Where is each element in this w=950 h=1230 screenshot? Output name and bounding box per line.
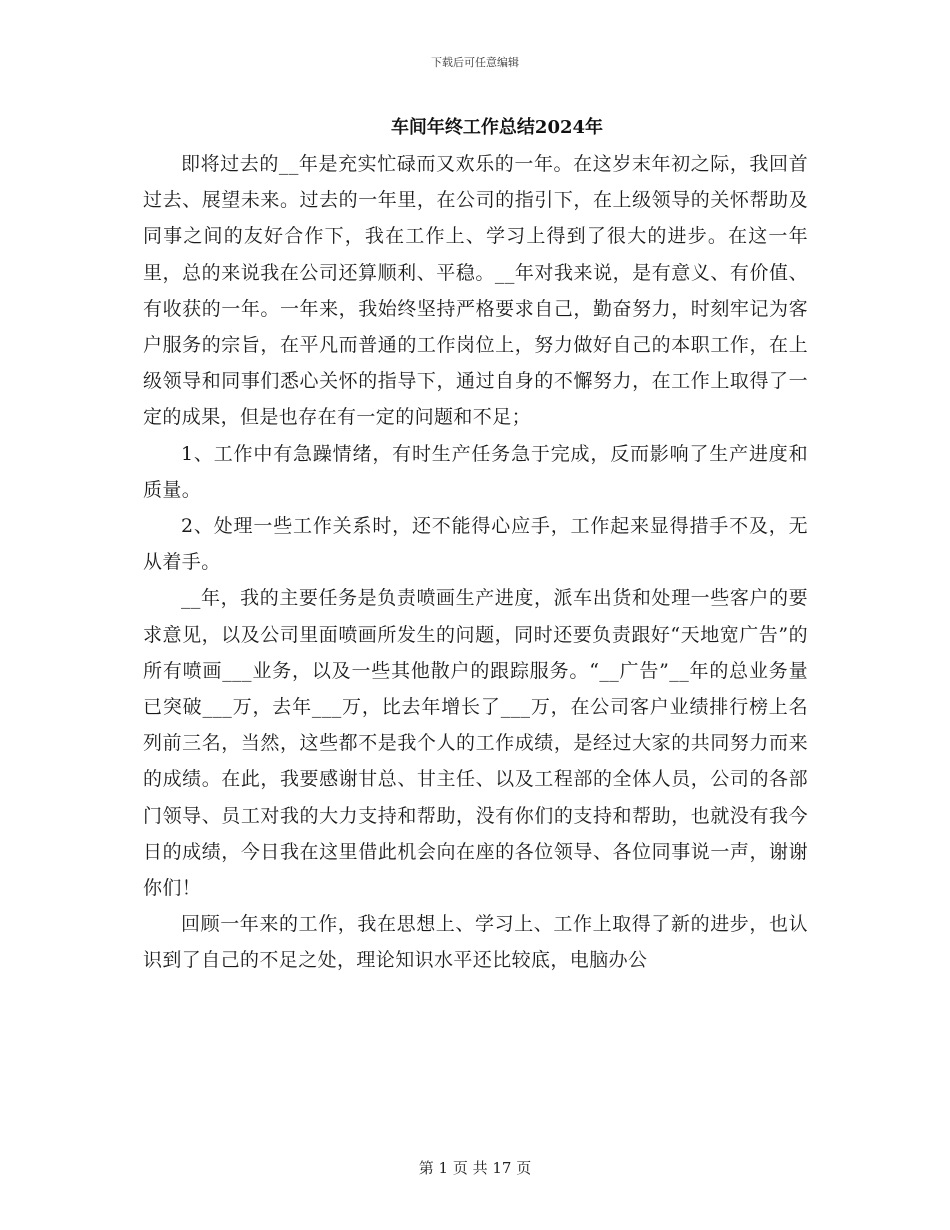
paragraph-intro: 即将过去的__年是充实忙碌而又欢乐的一年。在这岁末年初之际，我回首过去、展望未来。过去的一年里，在公司的指引下，在上级领导的关怀帮助及同事之间的友好合作下，我在工作上、学习上得到了很大的进步。在这一年里，总的来说我在公司还算顺利、平稳。__年对我来说，是有意义、有价值、有收获的一年。一年来，我始终坚持严格要求自己，勤奋努力，时刻牢记为客户服务的宗旨，在平凡而普通的工作岗位上，努力做好自己的本职工作，在上级领导和同事们悉心关怀的指导下，通过自身的不懈努力，在工作上取得了一定的成果，但是也存在有一定的问题和不足； [143, 153, 808, 429]
document-body [143, 146, 808, 979]
paragraph-issue-2: 2、处理一些工作关系时，还不能得心应手，工作起来显得措手不及，无从着手。 [143, 515, 808, 574]
paragraph-issue-1: 1、工作中有急躁情绪，有时生产任务急于完成，反而影响了生产进度和质量。 [143, 442, 808, 501]
paragraph-main-tasks: __年，我的主要任务是负责喷画生产进度，派车出货和处理一些客户的要求意见，以及公司里面喷画所发生的问题，同时还要负责跟好“天地宽广告”的所有喷画___业务，以及一些其他散户的跟踪服务。“__广告”__年的总业务量已突破___万，去年___万，比去年增长了___万，在公司客户业绩排行榜上名列前三名，当然，这些都不是我个人的工作成绩，是经过大家的共同努力而来的成绩。在此，我要感谢甘总、甘主任、以及工程部的全体人员，公司的各部门领导、员工对我的大力支持和帮助，没有你们的支持和帮助，也就没有我今日的成绩，今日我在这里借此机会向在座的各位领导、各位同事说一声，谢谢你们！ [143, 587, 808, 900]
paragraph-review: 回顾一年来的工作，我在思想上、学习上、工作上取得了新的进步，也认识到了自己的不足之处，理论知识水平还比较底，电脑办公 [143, 913, 808, 972]
page-header-note: 下载后可任意编辑 [431, 56, 519, 69]
document-title: 车间年终工作总结2024年 [390, 117, 604, 138]
page-number-footer: 第 1 页 共 17 页 [418, 1159, 532, 1177]
